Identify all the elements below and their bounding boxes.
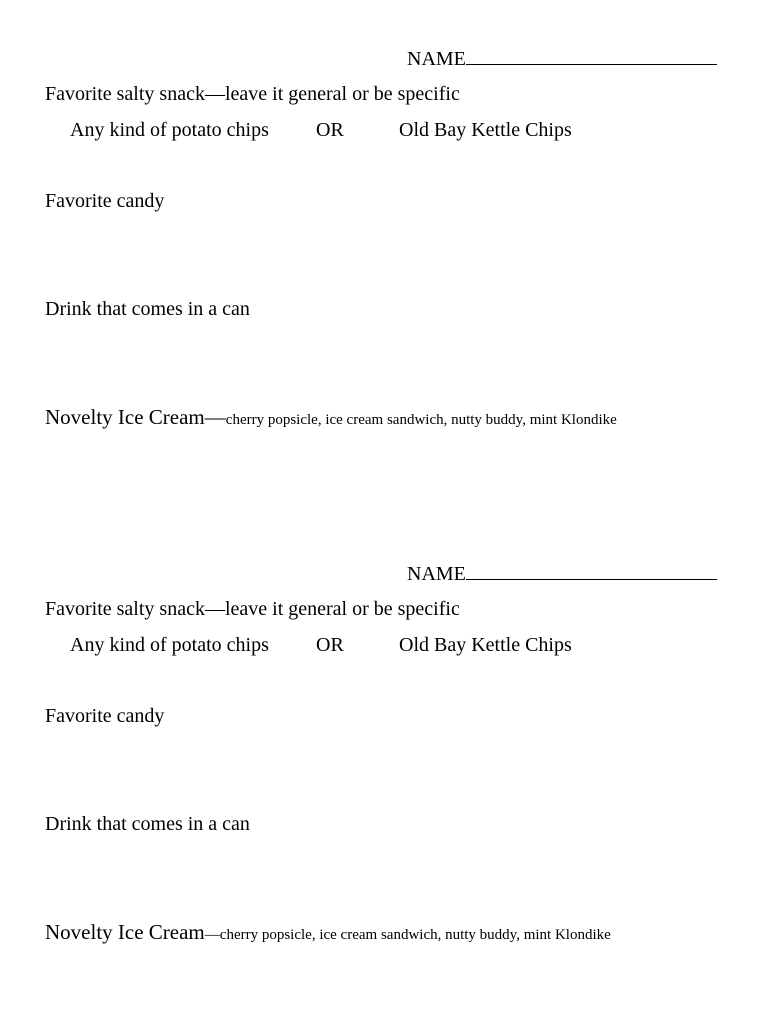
icecream-question bbox=[45, 405, 617, 432]
option-potato-chips[interactable]: Any kind of potato chips bbox=[70, 119, 269, 141]
icecream-question bbox=[45, 920, 611, 947]
name-blank-line[interactable] bbox=[466, 46, 717, 65]
icecream-examples: cherry popsicle, ice cream sandwich, nutty buddy, mint Klondike bbox=[225, 412, 617, 428]
or-label: OR bbox=[316, 119, 344, 141]
candy-question: Favorite candy bbox=[45, 190, 165, 212]
survey-form-bottom bbox=[0, 515, 768, 985]
drink-question: Drink that comes in a can bbox=[45, 298, 250, 320]
name-row bbox=[407, 561, 717, 586]
candy-question: Favorite candy bbox=[45, 705, 165, 727]
icecream-question-label: Novelty Ice Cream— bbox=[45, 405, 226, 429]
option-old-bay-kettle-chips[interactable]: Old Bay Kettle Chips bbox=[399, 634, 572, 656]
option-old-bay-kettle-chips[interactable]: Old Bay Kettle Chips bbox=[399, 119, 572, 141]
salty-snack-question: Favorite salty snack—leave it general or be specific bbox=[45, 598, 460, 620]
or-label: OR bbox=[316, 634, 344, 656]
salty-snack-question: Favorite salty snack—leave it general or be specific bbox=[45, 83, 460, 105]
name-label: NAME bbox=[407, 563, 466, 585]
drink-question: Drink that comes in a can bbox=[45, 813, 250, 835]
name-row bbox=[407, 46, 717, 71]
option-potato-chips[interactable]: Any kind of potato chips bbox=[70, 634, 269, 656]
name-label: NAME bbox=[407, 48, 466, 70]
name-blank-line[interactable] bbox=[466, 561, 717, 580]
icecream-examples: —cherry popsicle, ice cream sandwich, nutty buddy, mint Klondike bbox=[204, 927, 611, 943]
icecream-question-label: Novelty Ice Cream bbox=[45, 920, 205, 944]
survey-form-top bbox=[0, 0, 768, 470]
